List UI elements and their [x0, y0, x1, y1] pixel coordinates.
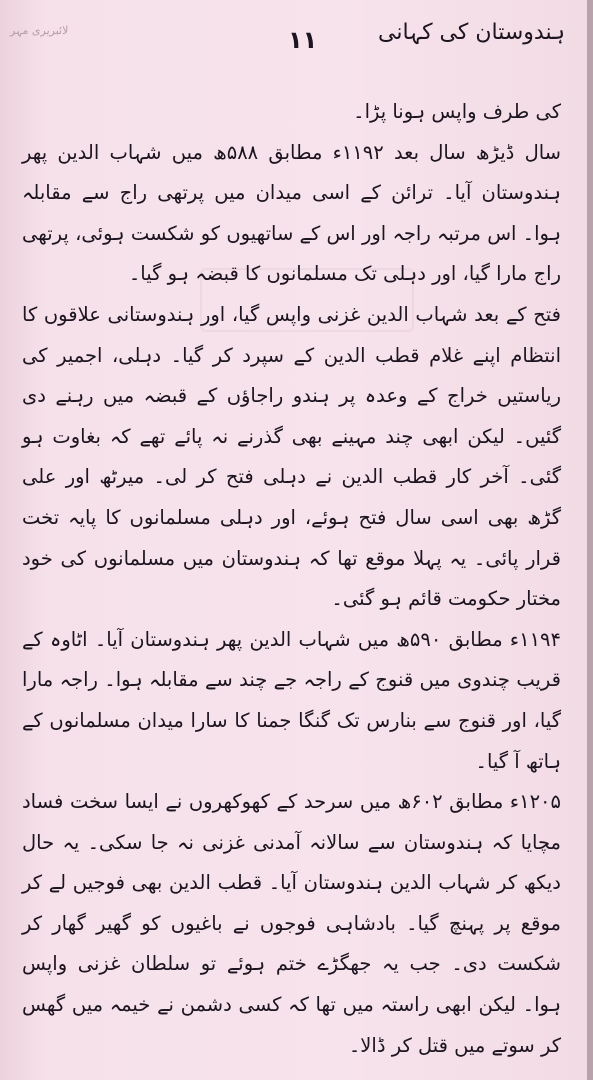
paragraph-5: ۱۲۰۵ء مطابق ۶۰۲ھ میں سرحد کے کھوکھروں نے ایسا سخت فساد مچایا کہ ہندوستان سے سالانہ آمدنی غزنی نہ جا سکی۔ یہ حال دیکھ کر شہاب الدین ہندوستان آیا۔ قطب الدین بھی فوجیں لے کر موقع پر پہنچ گیا۔ بادشاہی فوجوں نے باغیوں کو گھیر گھار کر شکست دی۔ جب یہ جھگڑے ختم ہوئے تو سلطان غزنی واپس ہوا۔ لیکن ابھی راستہ میں تھا کہ کسی دشمن نے خیمہ میں گھس کر سوتے میں قتل کر ڈالا۔	[22, 790, 561, 1057]
running-title: ہندوستان کی کہانی	[378, 20, 565, 45]
paragraph-3: فتح کے بعد شہاب الدین غزنی واپس گیا، اور ہندوستانی علاقوں کا انتظام اپنے غلام قطب الدین کے سپرد کر گیا۔ دہلی، اجمیر کی ریاستیں خراج کے وعدہ پر ہندو راجاؤں کے قبضہ میں رہنے دی گئیں۔ لیکن ابھی چند مہینے بھی گذرنے نہ پائے تھے کہ بغاوت ہو گئی۔ آخر کار قطب الدین نے دہلی فتح کر لی۔ میرٹھ اور علی گڑھ بھی اسی سال فتح ہوئے، اور دہلی مسلمانوں کا پایہ تخت قرار پائی۔ یہ پہلا موقع تھا کہ ہندوستان میں مسلمانوں کی خود مختار حکومت قائم ہو گئی۔	[22, 302, 561, 611]
page-number: ۱۱	[288, 26, 318, 54]
body-text	[22, 92, 561, 1066]
paragraph-2: سال ڈیڑھ سال بعد ۱۱۹۲ء مطابق ۵۸۸ھ میں شہاب الدین پھر ہندوستان آیا۔ ترائن کے اسی میدان میں پرتھی راج سے مقابلہ ہوا۔ اس مرتبہ راجہ اور اس کے ساتھیوں کو شکست ہوئی، پرتھی راج مارا گیا، اور دہلی تک مسلمانوں کا قبضہ ہو گیا۔	[22, 140, 562, 286]
paragraph-4: ۱۱۹۴ء مطابق ۵۹۰ھ میں شہاب الدین پھر ہندوستان آیا۔ اٹاوہ کے قریب چندوی میں قنوج کے راجہ جے چند سے مقابلہ ہوا۔ راجہ مارا گیا، اور قنوج سے بنارس تک گنگا جمنا کا سارا میدان مسلمانوں کے ہاتھ آ گیا۔	[22, 627, 561, 773]
page-header	[0, 14, 587, 64]
library-stamp: لائبریری مہر	[10, 24, 69, 37]
paragraph-1: کی طرف واپس ہونا پڑا۔	[353, 100, 561, 123]
